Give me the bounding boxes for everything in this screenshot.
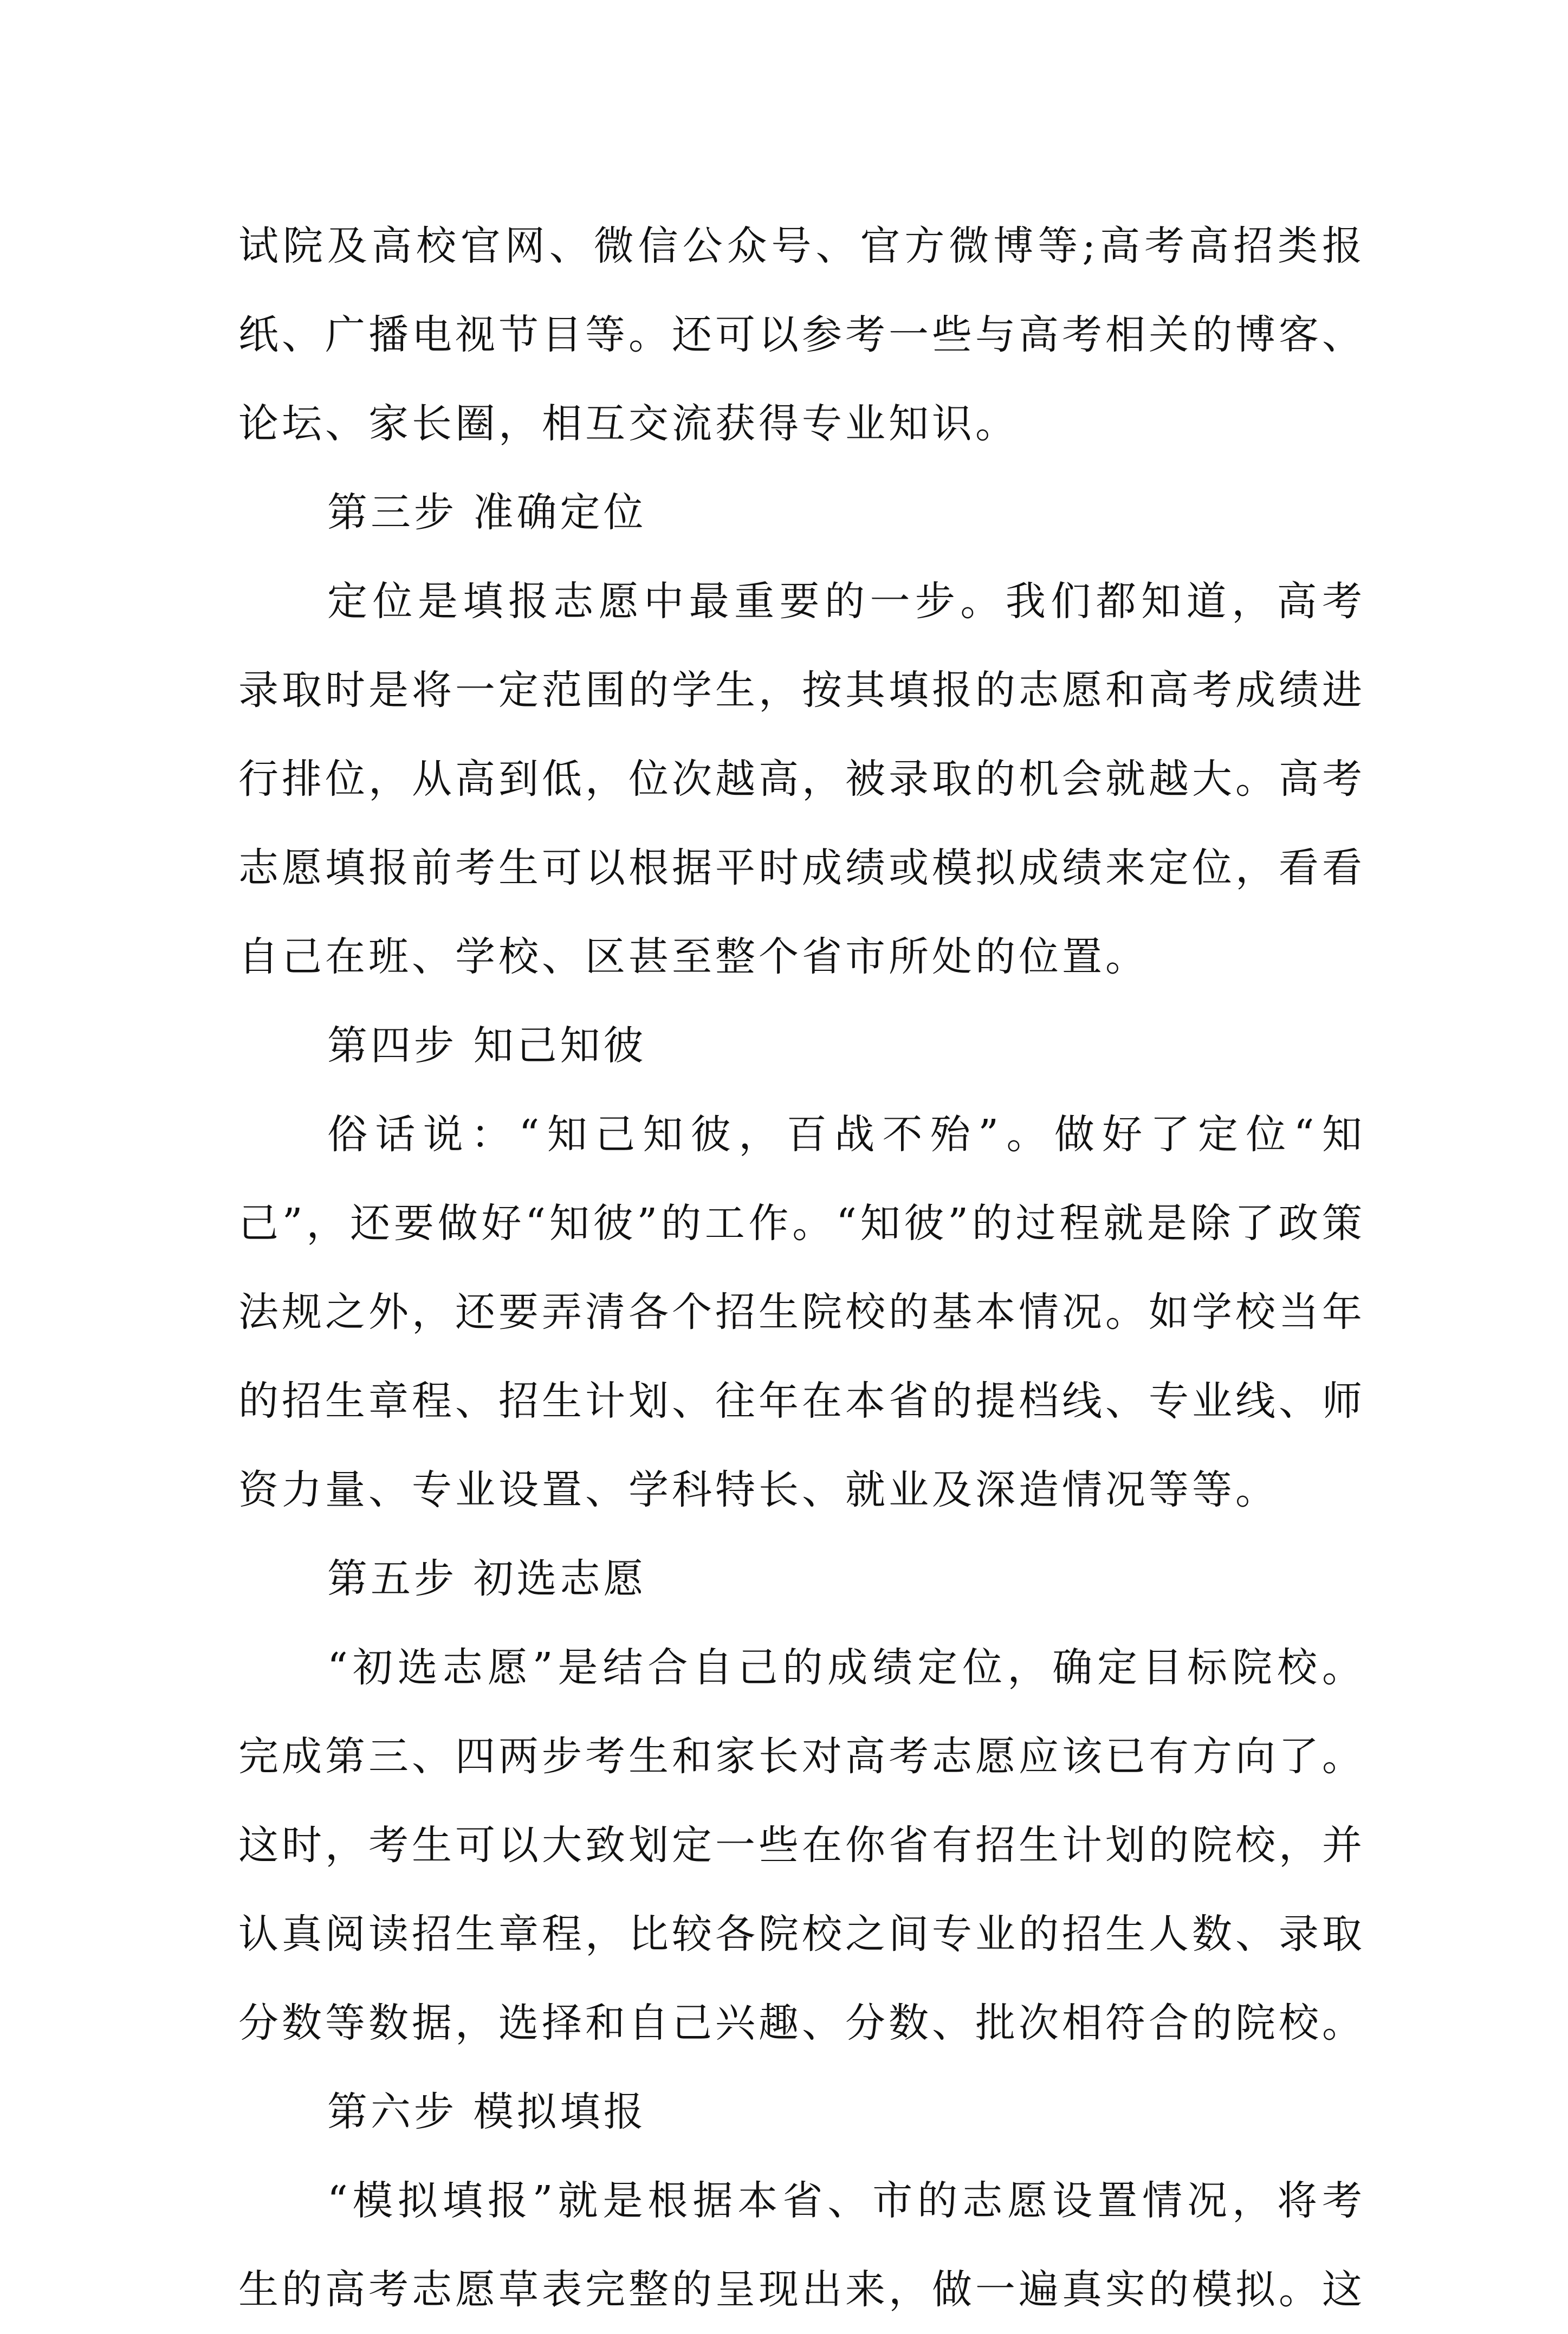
section-heading-step-3: 第三步 准确定位 <box>327 489 647 536</box>
section-heading-step-5: 第五步 初选志愿 <box>327 1555 647 1602</box>
section-heading-step-4: 第四步 知己知彼 <box>327 1022 647 1069</box>
paragraph-continuation: 试院及高校官网、微信公众号、官方微博等;高考高招类报纸、广播电视节目等。还可以参考一些与高考相关的博客、论坛、家长圈，相互交流获得专业知识。 <box>238 223 1365 447</box>
paragraph-preliminary-choice: “初选志愿”是结合自己的成绩定位，确定目标院校。完成第三、四两步考生和家长对高考志愿应该已有方向了。这时，考生可以大致划定一些在你省有招生计划的院校，并认真阅读招生章程，比较各院校之间专业的招生人数、录取分数等数据，选择和自己兴趣、分数、批次相符合的院校。 <box>238 1644 1365 2046</box>
document-body <box>238 202 1365 2334</box>
paragraph-know-yourself: 俗话说：“知己知彼，百战不殆”。做好了定位“知己”，还要做好“知彼”的工作。“知彼”的过程就是除了政策法规之外，还要弄清各个招生院校的基本情况。如学校当年的招生章程、招生计划、往年在本省的提档线、专业线、师资力量、专业设置、学科特长、就业及深造情况等等。 <box>238 1111 1365 1513</box>
paragraph-mock-filling: “模拟填报”就是根据本省、市的志愿设置情况，将考生的高考志愿草表完整的呈现出来，做一遍真实的模拟。这 <box>238 2177 1365 2313</box>
paragraph-positioning: 定位是填报志愿中最重要的一步。我们都知道，高考录取时是将一定范围的学生，按其填报的志愿和高考成绩进行排位，从高到低，位次越高，被录取的机会就越大。高考志愿填报前考生可以根据平时成绩或模拟成绩来定位，看看自己在班、学校、区甚至整个省市所处的位置。 <box>238 578 1365 980</box>
section-heading-step-6: 第六步 模拟填报 <box>327 2089 647 2135</box>
